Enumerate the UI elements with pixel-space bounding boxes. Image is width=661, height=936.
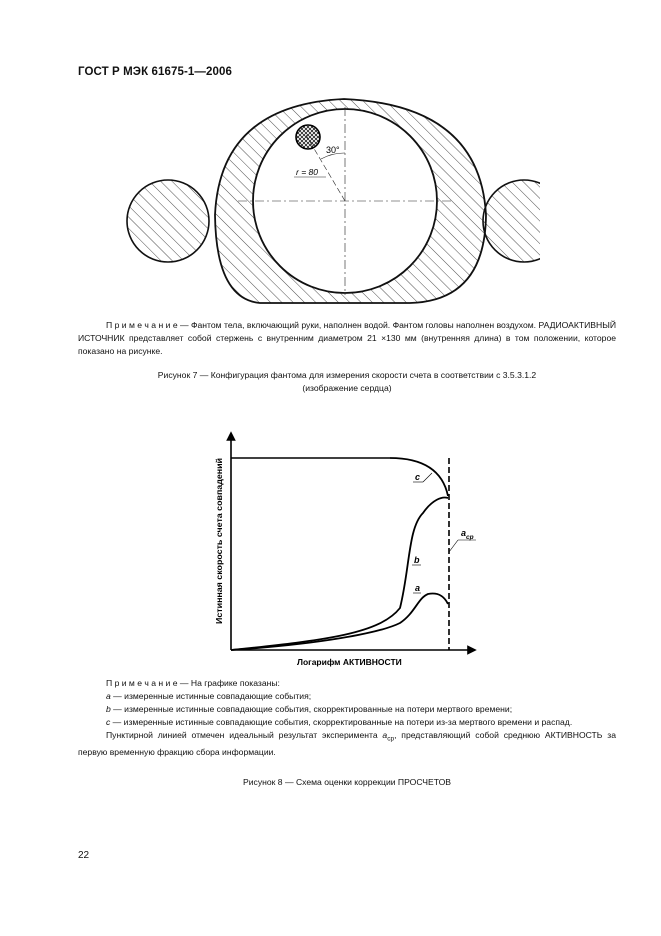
item-key: c [106,717,111,727]
radioactive-source [296,125,320,149]
list-item [78,690,616,703]
x-axis-label: Логарифм АКТИВНОСТИ [297,657,402,667]
left-arm-phantom [127,180,209,262]
counting-loss-chart [210,428,490,673]
figure7-note [78,319,616,358]
list-item [78,716,616,729]
item-text: — измеренные истинные совпадающие события, скорректированные на потери из-за мертвого времени и распад. [110,717,573,727]
curve-c-label: c [415,472,421,482]
curve-a [231,593,448,650]
note-intro: — На графике показаны: [177,678,280,688]
ideal-result-paragraph: Пунктирной линией отмечен идеальный результат эксперимента $a_{ср}$, представляющий собой среднюю АКТИВНОСТЬ за первую временную фракцию сбора информации. [78,730,616,757]
right-arm-phantom [483,180,540,262]
figure7-caption [78,369,616,395]
note-prefix: П р и м е ч а н и е [106,320,178,330]
note-text: — Фантом тела, включающий руки, наполнен водой. Фантом головы наполнен воздухом. РАДИОАКТИВНЫЙ ИСТОЧНИК представляет собой стержень с внутренним диаметром 21 ×130 мм (внутренняя длина) в том положении, которое показано на рисунке. [78,320,617,356]
curve-b [231,498,448,650]
figure7-caption-line2: (изображение сердца) [302,383,392,393]
list-item [78,703,616,716]
curve-b-label: b [414,555,420,565]
ideal-line-label: $a_{ср}$ [461,528,474,541]
figure7-caption-line1: Рисунок 7 — Конфигурация фантома для измерения скорости счета в соответствии с 3.5.3.1.2 [157,370,537,380]
radius-label: r = 80 [296,167,318,177]
page-number: 22 [78,850,90,861]
item-key: a [106,691,111,701]
item-text: — измеренные истинные совпадающие события; [110,691,312,701]
angle-label: 30° [326,145,340,155]
figure8-note-intro-line [78,677,616,690]
note-prefix: П р и м е ч а н и е [106,678,178,688]
item-text: — измеренные истинные совпадающие события, скорректированные на потери мертвого времени; [110,704,513,714]
figure8-caption: Рисунок 8 — Схема оценки коррекции ПРОСЧЕТОВ [243,777,451,787]
curve-a-label: a [415,583,421,593]
phantom-figure [120,95,540,310]
figure8-note [78,677,616,759]
item-key: b [106,704,111,714]
document-header: ГОСТ Р МЭК 61675-1—2006 [78,66,232,78]
y-axis-label: Истинная скорость счета совпадений [215,474,224,624]
